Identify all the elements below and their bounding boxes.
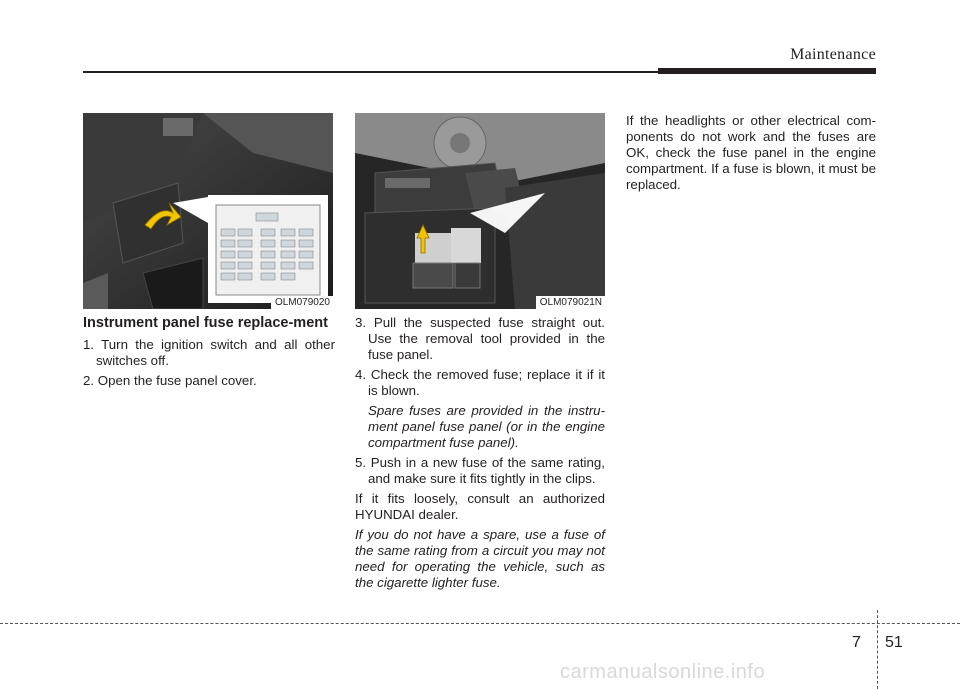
step-5: 5. Push in a new fuse of the same rating, and make sure it fits tightly in the clips. [355,455,605,486]
section-heading: Instrument panel fuse replace-ment [83,315,328,331]
running-header: Maintenance [790,46,876,63]
spare-fuse-note: Spare fuses are provided in the instru-ment panel fuse panel (or in the engine compartment fuse panel). [368,403,605,450]
engine-fuse-text: If the headlights or other electrical com-ponents do not work and the fuses are OK, check the fuse panel in the engine compartment. If a fuse is blown, it must be replaced. [626,113,876,192]
engine-fuse-photo [355,113,605,309]
column-2 [355,315,605,595]
step-3: 3. Pull the suspected fuse straight out. Use the removal tool provided in the fuse panel. [355,315,605,362]
figure-caption: OLM079021N [536,296,605,309]
spare-advice: If you do not have a spare, use a fuse of the same rating from a circuit you may not need for operating the vehicle, such as the cigarette lighter fuse. [355,527,605,590]
footer-rule [0,623,960,624]
column-1 [83,315,335,393]
figure-caption: OLM079020 [271,296,333,309]
instrument-panel-fuse-photo [83,113,333,309]
dealer-advice: If it fits loosely, consult an authorized HYUNDAI dealer. [355,491,605,522]
column-3 [626,113,876,197]
page-divider [877,610,878,689]
header-rule [83,71,658,73]
page-number: 51 [885,634,903,651]
header-rule-thick [658,68,876,74]
step-1: 1. Turn the ignition switch and all other switches off. [83,337,335,368]
chapter-number: 7 [852,634,861,651]
step-2: 2. Open the fuse panel cover. [83,373,257,388]
step-4: 4. Check the removed fuse; replace it if it is blown. [355,367,605,398]
watermark: carmanualsonline.info [560,661,766,683]
